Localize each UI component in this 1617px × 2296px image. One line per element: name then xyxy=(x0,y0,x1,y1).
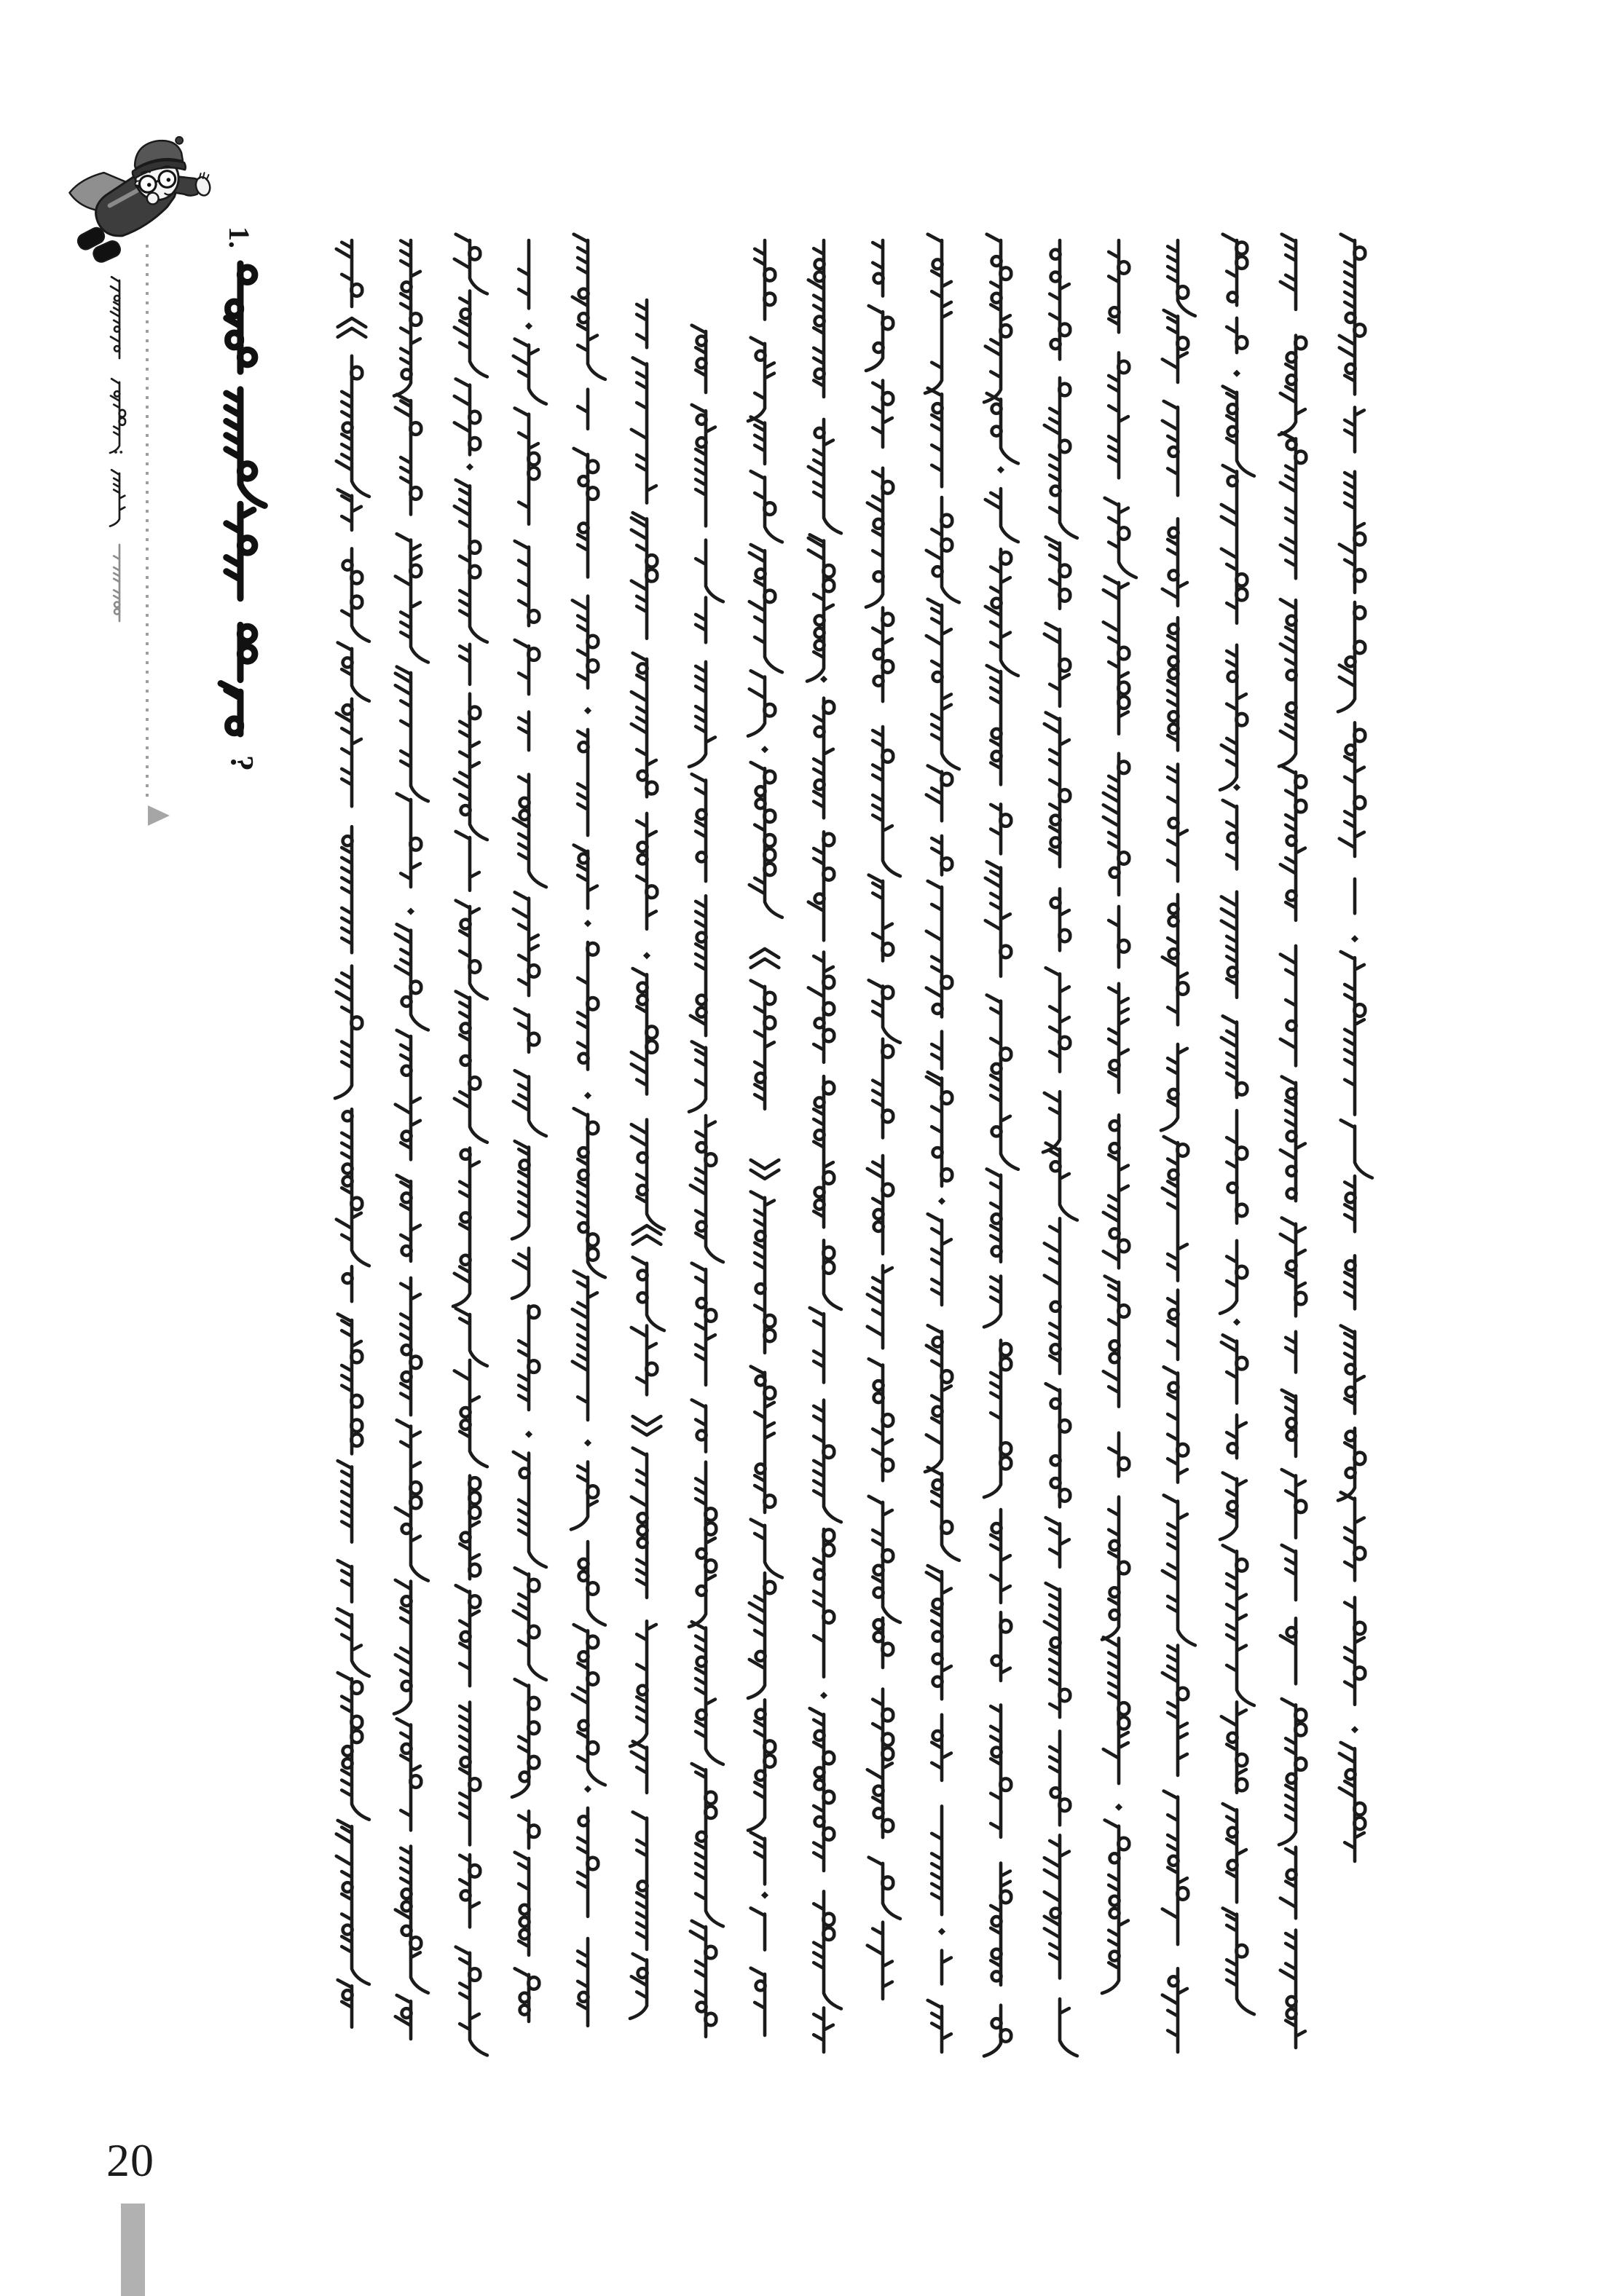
annotation-script-dark xyxy=(110,470,125,526)
page-number: 20 xyxy=(106,2134,154,2186)
body-script-columns xyxy=(335,234,1372,2056)
section-number: 1. xyxy=(223,226,256,248)
annotation-script-dark xyxy=(110,277,125,453)
footer-bar xyxy=(121,2204,145,2296)
section-question-mark: ? xyxy=(224,755,260,771)
annotation-colon: : xyxy=(110,449,129,455)
heading-script xyxy=(221,264,264,734)
annotation-script-gray xyxy=(114,545,119,621)
